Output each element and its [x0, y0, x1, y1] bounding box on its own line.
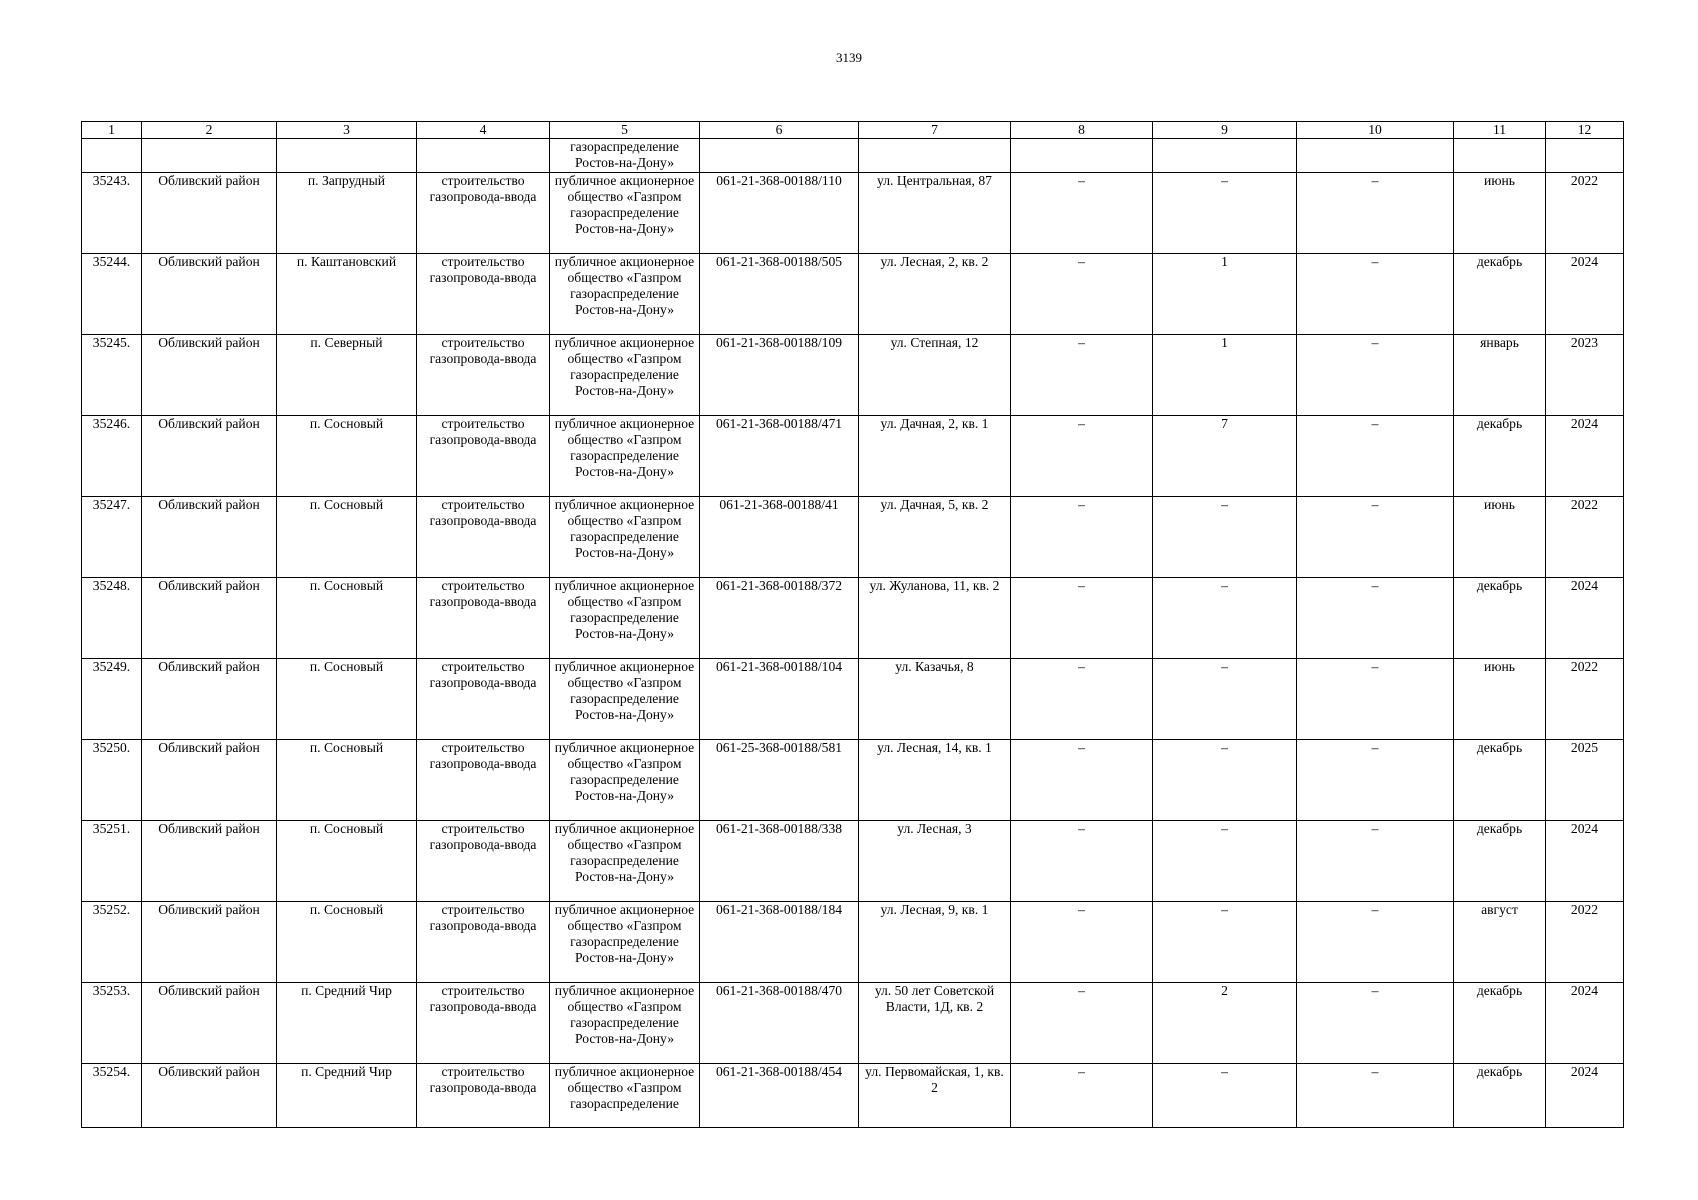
cell-code: 061-21-368-00188/104	[700, 659, 859, 740]
cell-col8: –	[1011, 902, 1153, 983]
cell-work-type: строительство газопровода-ввода	[417, 821, 550, 902]
cell-col8: –	[1011, 416, 1153, 497]
column-header: 2	[142, 122, 277, 139]
table-row	[82, 1064, 1624, 1128]
continuation-row	[82, 139, 1624, 173]
cell-settlement: п. Сосновый	[277, 497, 417, 578]
cell-number: 35251.	[82, 821, 142, 902]
cell-year: 2023	[1546, 335, 1624, 416]
cell-settlement: п. Сосновый	[277, 821, 417, 902]
cell-col10: –	[1297, 740, 1454, 821]
cell-number: 35243.	[82, 173, 142, 254]
column-header: 11	[1454, 122, 1546, 139]
cell-code: 061-21-368-00188/372	[700, 578, 859, 659]
cell-number: 35248.	[82, 578, 142, 659]
cell-month: декабрь	[1454, 740, 1546, 821]
cell	[142, 139, 277, 173]
cell-month: июнь	[1454, 497, 1546, 578]
cell-district: Обливский район	[142, 659, 277, 740]
cell-month: декабрь	[1454, 416, 1546, 497]
cell-month: июнь	[1454, 659, 1546, 740]
cell-organization: публичное акционерное общество «Газпром газораспределение Ростов-на-Дону»	[550, 821, 700, 902]
cell-code: 061-21-368-00188/41	[700, 497, 859, 578]
cell-year: 2025	[1546, 740, 1624, 821]
cell-work-type: строительство газопровода-ввода	[417, 173, 550, 254]
cell-settlement: п. Сосновый	[277, 902, 417, 983]
registry-table	[81, 121, 1624, 1128]
cell-code: 061-21-368-00188/110	[700, 173, 859, 254]
cell-col8: –	[1011, 173, 1153, 254]
cell-year: 2024	[1546, 983, 1624, 1064]
cell-month: декабрь	[1454, 1064, 1546, 1128]
cell-organization: публичное акционерное общество «Газпром газораспределение Ростов-на-Дону»	[550, 173, 700, 254]
cell-organization: публичное акционерное общество «Газпром газораспределение Ростов-на-Дону»	[550, 659, 700, 740]
cell-organization: публичное акционерное общество «Газпром газораспределение	[550, 1064, 700, 1128]
cell-year: 2022	[1546, 659, 1624, 740]
cell-col10: –	[1297, 659, 1454, 740]
cell-organization: публичное акционерное общество «Газпром газораспределение Ростов-на-Дону»	[550, 740, 700, 821]
cell-col9: –	[1153, 497, 1297, 578]
cell-year: 2022	[1546, 173, 1624, 254]
cell-work-type: строительство газопровода-ввода	[417, 578, 550, 659]
cell-col8: –	[1011, 335, 1153, 416]
cell-col8: –	[1011, 983, 1153, 1064]
cell-district: Обливский район	[142, 497, 277, 578]
cell-code: 061-21-368-00188/471	[700, 416, 859, 497]
cell-year: 2022	[1546, 902, 1624, 983]
cell-col9: 7	[1153, 416, 1297, 497]
cell-organization: газораспределение Ростов-на-Дону»	[550, 139, 700, 173]
cell	[1153, 139, 1297, 173]
cell-col10: –	[1297, 1064, 1454, 1128]
cell	[277, 139, 417, 173]
cell	[82, 139, 142, 173]
cell-col9: –	[1153, 740, 1297, 821]
cell-col8: –	[1011, 740, 1153, 821]
cell-address: ул. Лесная, 3	[859, 821, 1011, 902]
column-header: 5	[550, 122, 700, 139]
cell-work-type: строительство газопровода-ввода	[417, 1064, 550, 1128]
cell-month: декабрь	[1454, 254, 1546, 335]
cell-month: август	[1454, 902, 1546, 983]
cell-col8: –	[1011, 497, 1153, 578]
cell-district: Обливский район	[142, 983, 277, 1064]
cell-col9: –	[1153, 659, 1297, 740]
cell-col10: –	[1297, 902, 1454, 983]
cell-address: ул. Лесная, 9, кв. 1	[859, 902, 1011, 983]
cell-number: 35245.	[82, 335, 142, 416]
column-header: 7	[859, 122, 1011, 139]
cell-address: ул. Степная, 12	[859, 335, 1011, 416]
cell-settlement: п. Сосновый	[277, 740, 417, 821]
cell-work-type: строительство газопровода-ввода	[417, 983, 550, 1064]
cell-district: Обливский район	[142, 416, 277, 497]
cell-address: ул. Дачная, 5, кв. 2	[859, 497, 1011, 578]
cell-district: Обливский район	[142, 254, 277, 335]
page-number: 3139	[836, 50, 862, 65]
cell-col10: –	[1297, 578, 1454, 659]
cell-col9: –	[1153, 821, 1297, 902]
cell-settlement: п. Средний Чир	[277, 1064, 417, 1128]
cell-code: 061-21-368-00188/505	[700, 254, 859, 335]
cell-number: 35244.	[82, 254, 142, 335]
cell-number: 35247.	[82, 497, 142, 578]
cell-number: 35254.	[82, 1064, 142, 1128]
cell-col10: –	[1297, 497, 1454, 578]
cell-number: 35253.	[82, 983, 142, 1064]
cell-month: июнь	[1454, 173, 1546, 254]
cell-col8: –	[1011, 578, 1153, 659]
cell-work-type: строительство газопровода-ввода	[417, 740, 550, 821]
cell-district: Обливский район	[142, 902, 277, 983]
cell-code: 061-21-368-00188/470	[700, 983, 859, 1064]
cell-col8: –	[1011, 659, 1153, 740]
column-header: 8	[1011, 122, 1153, 139]
column-header: 12	[1546, 122, 1624, 139]
table-row	[82, 335, 1624, 416]
cell-address: ул. Лесная, 14, кв. 1	[859, 740, 1011, 821]
cell-col9: 1	[1153, 335, 1297, 416]
cell-work-type: строительство газопровода-ввода	[417, 497, 550, 578]
cell-organization: публичное акционерное общество «Газпром газораспределение Ростов-на-Дону»	[550, 416, 700, 497]
cell-col9: –	[1153, 1064, 1297, 1128]
cell-col8: –	[1011, 254, 1153, 335]
column-header: 6	[700, 122, 859, 139]
cell-col8: –	[1011, 821, 1153, 902]
cell-code: 061-21-368-00188/184	[700, 902, 859, 983]
cell-col9: –	[1153, 578, 1297, 659]
cell-settlement: п. Сосновый	[277, 578, 417, 659]
table-row	[82, 416, 1624, 497]
cell	[1297, 139, 1454, 173]
cell-year: 2024	[1546, 821, 1624, 902]
table-row	[82, 659, 1624, 740]
cell-address: ул. Лесная, 2, кв. 2	[859, 254, 1011, 335]
cell-col9: –	[1153, 902, 1297, 983]
cell-code: 061-21-368-00188/109	[700, 335, 859, 416]
cell-organization: публичное акционерное общество «Газпром газораспределение Ростов-на-Дону»	[550, 335, 700, 416]
cell-address: ул. Первомайская, 1, кв. 2	[859, 1064, 1011, 1128]
column-header: 4	[417, 122, 550, 139]
cell	[417, 139, 550, 173]
cell-work-type: строительство газопровода-ввода	[417, 659, 550, 740]
column-header: 3	[277, 122, 417, 139]
cell-code: 061-25-368-00188/581	[700, 740, 859, 821]
cell-work-type: строительство газопровода-ввода	[417, 254, 550, 335]
cell-address: ул. 50 лет Советской Власти, 1Д, кв. 2	[859, 983, 1011, 1064]
cell-col9: 2	[1153, 983, 1297, 1064]
cell-number: 35249.	[82, 659, 142, 740]
cell-col10: –	[1297, 983, 1454, 1064]
table-row	[82, 578, 1624, 659]
cell-year: 2024	[1546, 416, 1624, 497]
cell-work-type: строительство газопровода-ввода	[417, 902, 550, 983]
cell-organization: публичное акционерное общество «Газпром газораспределение Ростов-на-Дону»	[550, 254, 700, 335]
cell	[859, 139, 1011, 173]
cell-month: декабрь	[1454, 821, 1546, 902]
table-row	[82, 254, 1624, 335]
cell-col8: –	[1011, 1064, 1153, 1128]
cell-work-type: строительство газопровода-ввода	[417, 335, 550, 416]
cell-col10: –	[1297, 821, 1454, 902]
cell-col9: –	[1153, 173, 1297, 254]
cell-organization: публичное акционерное общество «Газпром газораспределение Ростов-на-Дону»	[550, 578, 700, 659]
cell-district: Обливский район	[142, 740, 277, 821]
cell-settlement: п. Средний Чир	[277, 983, 417, 1064]
cell-settlement: п. Северный	[277, 335, 417, 416]
cell-col10: –	[1297, 173, 1454, 254]
cell-year: 2022	[1546, 497, 1624, 578]
cell-settlement: п. Сосновый	[277, 659, 417, 740]
cell-number: 35252.	[82, 902, 142, 983]
cell-month: декабрь	[1454, 983, 1546, 1064]
cell	[1454, 139, 1546, 173]
table-row	[82, 983, 1624, 1064]
cell-year: 2024	[1546, 1064, 1624, 1128]
cell	[700, 139, 859, 173]
cell-organization: публичное акционерное общество «Газпром газораспределение Ростов-на-Дону»	[550, 983, 700, 1064]
column-header: 10	[1297, 122, 1454, 139]
cell-col10: –	[1297, 335, 1454, 416]
cell-district: Обливский район	[142, 173, 277, 254]
cell-number: 35250.	[82, 740, 142, 821]
cell-col10: –	[1297, 254, 1454, 335]
cell-number: 35246.	[82, 416, 142, 497]
cell-settlement: п. Каштановский	[277, 254, 417, 335]
table-row	[82, 902, 1624, 983]
cell-organization: публичное акционерное общество «Газпром газораспределение Ростов-на-Дону»	[550, 497, 700, 578]
cell-address: ул. Жуланова, 11, кв. 2	[859, 578, 1011, 659]
cell	[1011, 139, 1153, 173]
cell-month: январь	[1454, 335, 1546, 416]
table-row	[82, 497, 1624, 578]
cell-district: Обливский район	[142, 578, 277, 659]
column-numbers-row	[82, 122, 1624, 139]
cell-district: Обливский район	[142, 821, 277, 902]
cell-col9: 1	[1153, 254, 1297, 335]
cell-address: ул. Казачья, 8	[859, 659, 1011, 740]
cell-organization: публичное акционерное общество «Газпром газораспределение Ростов-на-Дону»	[550, 902, 700, 983]
cell-year: 2024	[1546, 254, 1624, 335]
column-header: 9	[1153, 122, 1297, 139]
cell-work-type: строительство газопровода-ввода	[417, 416, 550, 497]
cell-month: декабрь	[1454, 578, 1546, 659]
cell	[1546, 139, 1624, 173]
cell-settlement: п. Запрудный	[277, 173, 417, 254]
table-row	[82, 821, 1624, 902]
cell-district: Обливский район	[142, 335, 277, 416]
cell-code: 061-21-368-00188/338	[700, 821, 859, 902]
column-header: 1	[82, 122, 142, 139]
table-row	[82, 173, 1624, 254]
cell-district: Обливский район	[142, 1064, 277, 1128]
cell-address: ул. Центральная, 87	[859, 173, 1011, 254]
table-row	[82, 740, 1624, 821]
cell-settlement: п. Сосновый	[277, 416, 417, 497]
cell-address: ул. Дачная, 2, кв. 1	[859, 416, 1011, 497]
cell-year: 2024	[1546, 578, 1624, 659]
cell-col10: –	[1297, 416, 1454, 497]
cell-code: 061-21-368-00188/454	[700, 1064, 859, 1128]
